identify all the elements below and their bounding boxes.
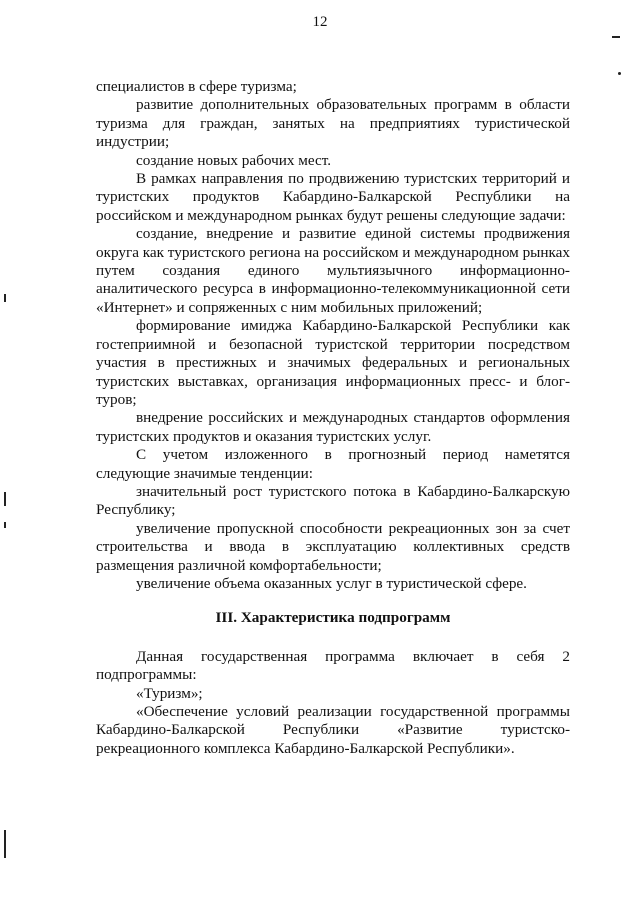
paragraph: значительный рост туристского потока в Кабардино-Балкарскую Республику; [96,482,570,519]
section-heading: III. Характеристика подпрограмм [215,609,451,627]
paragraph: специалистов в сфере туризма; [96,78,297,95]
paragraph-group-bottom [96,648,570,758]
paragraph-group-top [96,78,570,593]
page-number: 12 [312,14,328,30]
paragraph: создание новых рабочих мест. [136,151,331,169]
paragraph: создание, внедрение и развитие единой системы продвижения округа как туристского региона на российском и международном рынках путем создания единого мультиязычного информационно-аналитического ресурса в информационно-телекоммуникационной сети «Интернет» и сопряженных с ним мобильных приложений; [96,225,570,316]
paragraph: формирование имиджа Кабардино-Балкарской Республики как гостеприимной и безопасной туристской территории посредством участия в престижных и значимых федеральных и региональных туристских выставках, организация информационных пресс- и блог-туров; [96,317,570,408]
paragraph: В рамках направления по продвижению туристских территорий и туристских продуктов Кабардино-Балкарской Республики на российском и международном рынках будут решены следующие задачи: [96,170,570,224]
scan-mark [4,294,6,302]
paragraph: «Туризм»; [136,684,203,702]
scan-mark [618,72,621,75]
paragraph: «Обеспечение условий реализации государственной программы Кабардино-Балкарской Республики «Развитие туристско-рекреационного комплекса Кабардино-Балкарской Республики». [96,703,570,757]
paragraph: внедрение российских и международных стандартов оформления туристских продуктов и оказания туристских услуг. [96,409,570,445]
paragraph: Данная государственная программа включает в себя 2 подпрограммы: [96,647,570,684]
paragraph: увеличение объема оказанных услуг в туристической сфере. [136,574,527,592]
scan-mark [4,522,6,528]
paragraph: увеличение пропускной способности рекреационных зон за счет строительства и ввода в эксплуатацию коллективных средств размещения различной комфортабельности; [96,519,570,574]
scan-mark [4,492,6,506]
document-body [96,78,570,758]
scan-mark [612,36,620,38]
paragraph: С учетом изложенного в прогнозный период наметятся следующие значимые тенденции: [96,446,570,482]
scan-mark [4,830,6,858]
paragraph: развитие дополнительных образовательных программ в области туризма для граждан, занятых на предприятиях туристической индустрии; [96,96,570,151]
